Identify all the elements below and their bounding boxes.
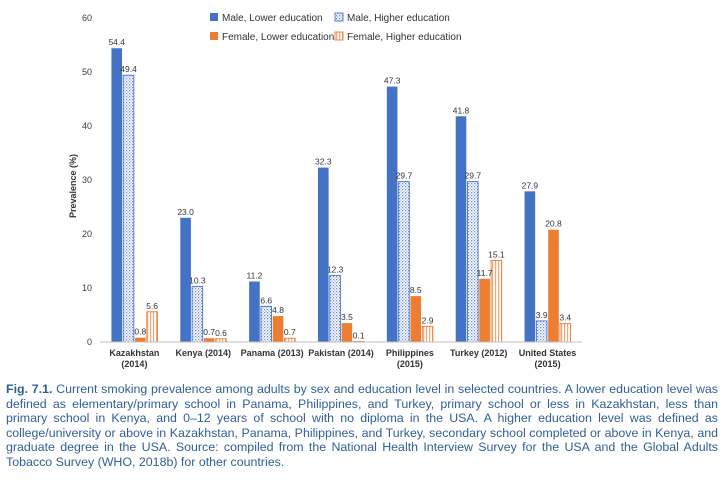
y-tick-label: 60 [81, 13, 92, 23]
data-label: 3.5 [340, 312, 353, 323]
bar-female-higher-education-2 [285, 338, 296, 342]
bar-female-lower-education-3 [342, 323, 353, 342]
bar-female-lower-education-1 [204, 338, 215, 342]
data-label: 6.6 [260, 295, 273, 306]
data-label: 2.9 [421, 315, 434, 326]
bar-female-lower-education-2 [273, 316, 284, 342]
bars-group [111, 48, 570, 342]
legend-swatch [210, 13, 218, 21]
x-tick-label: Kenya (2014) [175, 348, 232, 358]
x-tick-label: (2015) [534, 359, 561, 369]
legend [210, 13, 462, 43]
caption-text: Current smoking prevalence among adults by sex and education level in selected countries. A lower education level was defined as elementary/primary school in Panama, Philippines, and Turkey, primary school or less in Kazakhstan, less than primary school in Kenya, and 0–12 years of school with no diploma in the USA. A higher education level was defined as college/university or above in Kazakhstan, Panama, Philippines, and Turkey, secondary school completed or above in Kenya, and graduate degree in the USA. Source: compiled from the National Health Interview Survey for the USA and the Global Adults Tobacco Survey (WHO, 2018b) for other countries. [6, 382, 718, 469]
bar-female-lower-education-4 [410, 296, 421, 342]
data-label: 3.9 [535, 309, 548, 320]
bar-male-lower-education-0 [111, 48, 122, 342]
y-tick-label: 20 [81, 229, 92, 239]
bar-female-higher-education-6 [560, 324, 571, 342]
legend-label: Male, Lower education [222, 13, 323, 24]
y-axis-label: Prevalence (%) [68, 153, 78, 219]
legend-swatch [335, 32, 343, 40]
legend-label: Male, Higher education [347, 13, 450, 24]
figure-caption [6, 382, 718, 470]
bar-male-higher-education-2 [261, 306, 272, 342]
data-label: 0.7 [283, 327, 296, 338]
x-tick-label: United States [518, 348, 577, 358]
bar-male-higher-education-4 [399, 182, 410, 342]
bar-female-lower-education-5 [479, 279, 490, 342]
bar-male-lower-education-4 [387, 87, 398, 342]
bar-male-higher-education-3 [330, 276, 341, 342]
data-label: 0.1 [352, 330, 365, 341]
bar-male-lower-education-2 [249, 282, 260, 342]
x-tick-label: Panama (2013) [240, 348, 304, 358]
bar-male-higher-education-6 [536, 321, 547, 342]
data-label: 29.7 [464, 170, 482, 181]
data-label: 3.4 [559, 312, 572, 323]
bar-male-lower-education-6 [525, 191, 536, 342]
data-label: 12.3 [326, 264, 344, 275]
y-axis [82, 13, 92, 347]
x-tick-label: Philippines [385, 348, 434, 358]
bar-female-higher-education-5 [491, 260, 502, 342]
legend-label: Female, Lower education [222, 32, 335, 43]
x-tick-label: (2014) [121, 359, 148, 369]
data-label: 49.4 [120, 64, 137, 75]
data-label: 0.7 [203, 327, 216, 338]
data-label: 27.9 [521, 180, 539, 191]
data-label: 20.8 [545, 218, 562, 229]
caption-label: Fig. 7.1. [6, 382, 53, 396]
data-label: 41.8 [452, 105, 470, 116]
y-tick-label: 40 [81, 121, 92, 131]
x-tick-label: Pakistan (2014) [308, 348, 374, 358]
data-label: 23.0 [177, 206, 194, 217]
bar-male-lower-education-5 [456, 116, 467, 342]
x-tick-label: Turkey (2012) [450, 348, 508, 358]
data-label: 10.3 [189, 275, 206, 286]
y-tick-label: 10 [81, 283, 92, 293]
legend-label: Female, Higher education [347, 32, 462, 43]
data-label: 47.3 [383, 75, 401, 86]
data-label: 0.8 [134, 326, 147, 337]
x-tick-label: Kazakhstan [109, 348, 160, 358]
data-label: 11.7 [476, 267, 493, 278]
bar-male-higher-education-0 [123, 75, 134, 342]
data-label: 15.1 [488, 249, 505, 260]
data-label: 8.5 [409, 285, 422, 296]
data-label: 11.2 [246, 270, 263, 281]
y-tick-label: 50 [81, 67, 92, 77]
bar-female-higher-education-0 [147, 312, 158, 342]
y-tick-label: 0 [86, 337, 92, 347]
bar-female-lower-education-6 [548, 230, 559, 342]
x-tick-label: (2015) [396, 359, 423, 369]
x-axis [100, 342, 582, 369]
data-label: 32.3 [315, 156, 332, 167]
bar-male-higher-education-5 [468, 182, 479, 342]
bar-female-lower-education-0 [135, 338, 146, 342]
y-tick-label: 30 [81, 175, 92, 185]
data-label: 5.6 [146, 300, 159, 311]
bar-female-higher-education-4 [422, 326, 433, 342]
bar-male-lower-education-3 [318, 168, 329, 342]
data-label: 0.6 [215, 327, 227, 338]
legend-swatch [210, 32, 218, 40]
data-label: 29.7 [395, 170, 413, 181]
bar-male-higher-education-1 [192, 286, 203, 342]
legend-swatch [335, 13, 343, 21]
data-label: 54.4 [108, 37, 126, 48]
data-label: 4.8 [272, 305, 284, 316]
